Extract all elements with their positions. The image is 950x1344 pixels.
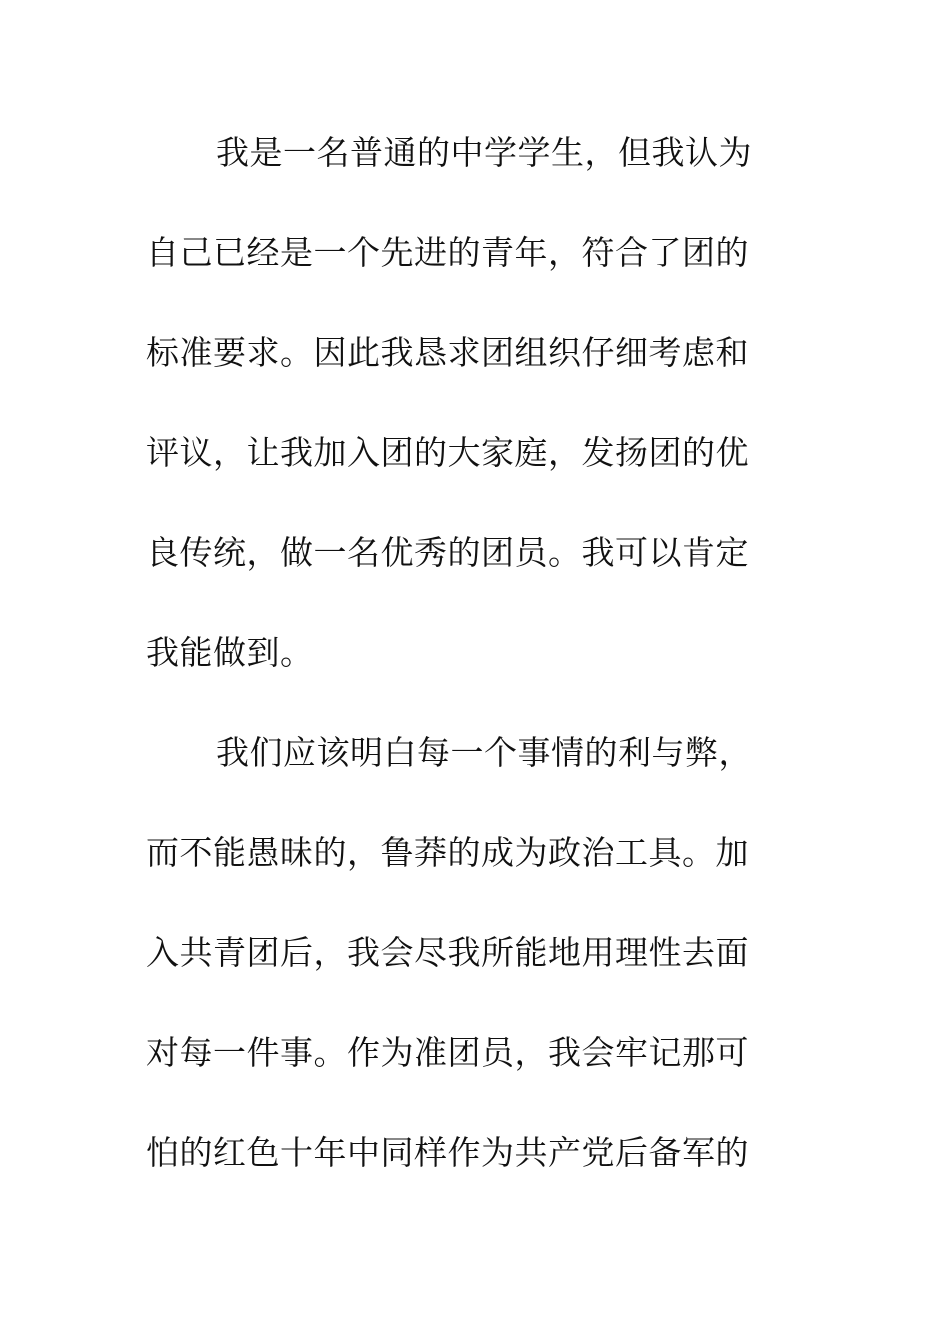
text-line: 对每一件事。作为准团员，我会牢记那可 xyxy=(146,1033,749,1072)
text-line: 入共青团后，我会尽我所能地用理性去面 xyxy=(146,933,749,972)
text-line: 评议，让我加入团的大家庭，发扬团的优 xyxy=(146,433,749,472)
text-line: 而不能愚昧的，鲁莽的成为政治工具。加 xyxy=(146,833,749,872)
paragraph-1 xyxy=(146,122,778,722)
text-line: 标准要求。因此我恳求团组织仔细考虑和 xyxy=(146,333,749,372)
document-body xyxy=(146,122,778,1222)
paragraph-2 xyxy=(146,722,778,1222)
text-line: 良传统，做一名优秀的团员。我可以肯定 xyxy=(146,533,749,572)
text-line: 我能做到。 xyxy=(146,633,314,672)
text-line: 怕的红色十年中同样作为共产党后备军的 xyxy=(146,1133,749,1172)
text-line: 自己已经是一个先进的青年，符合了团的 xyxy=(146,233,749,272)
text-line: 我们应该明白每一个事情的利与弊， xyxy=(216,733,752,772)
text-line: 我是一名普通的中学学生，但我认为 xyxy=(216,133,752,172)
